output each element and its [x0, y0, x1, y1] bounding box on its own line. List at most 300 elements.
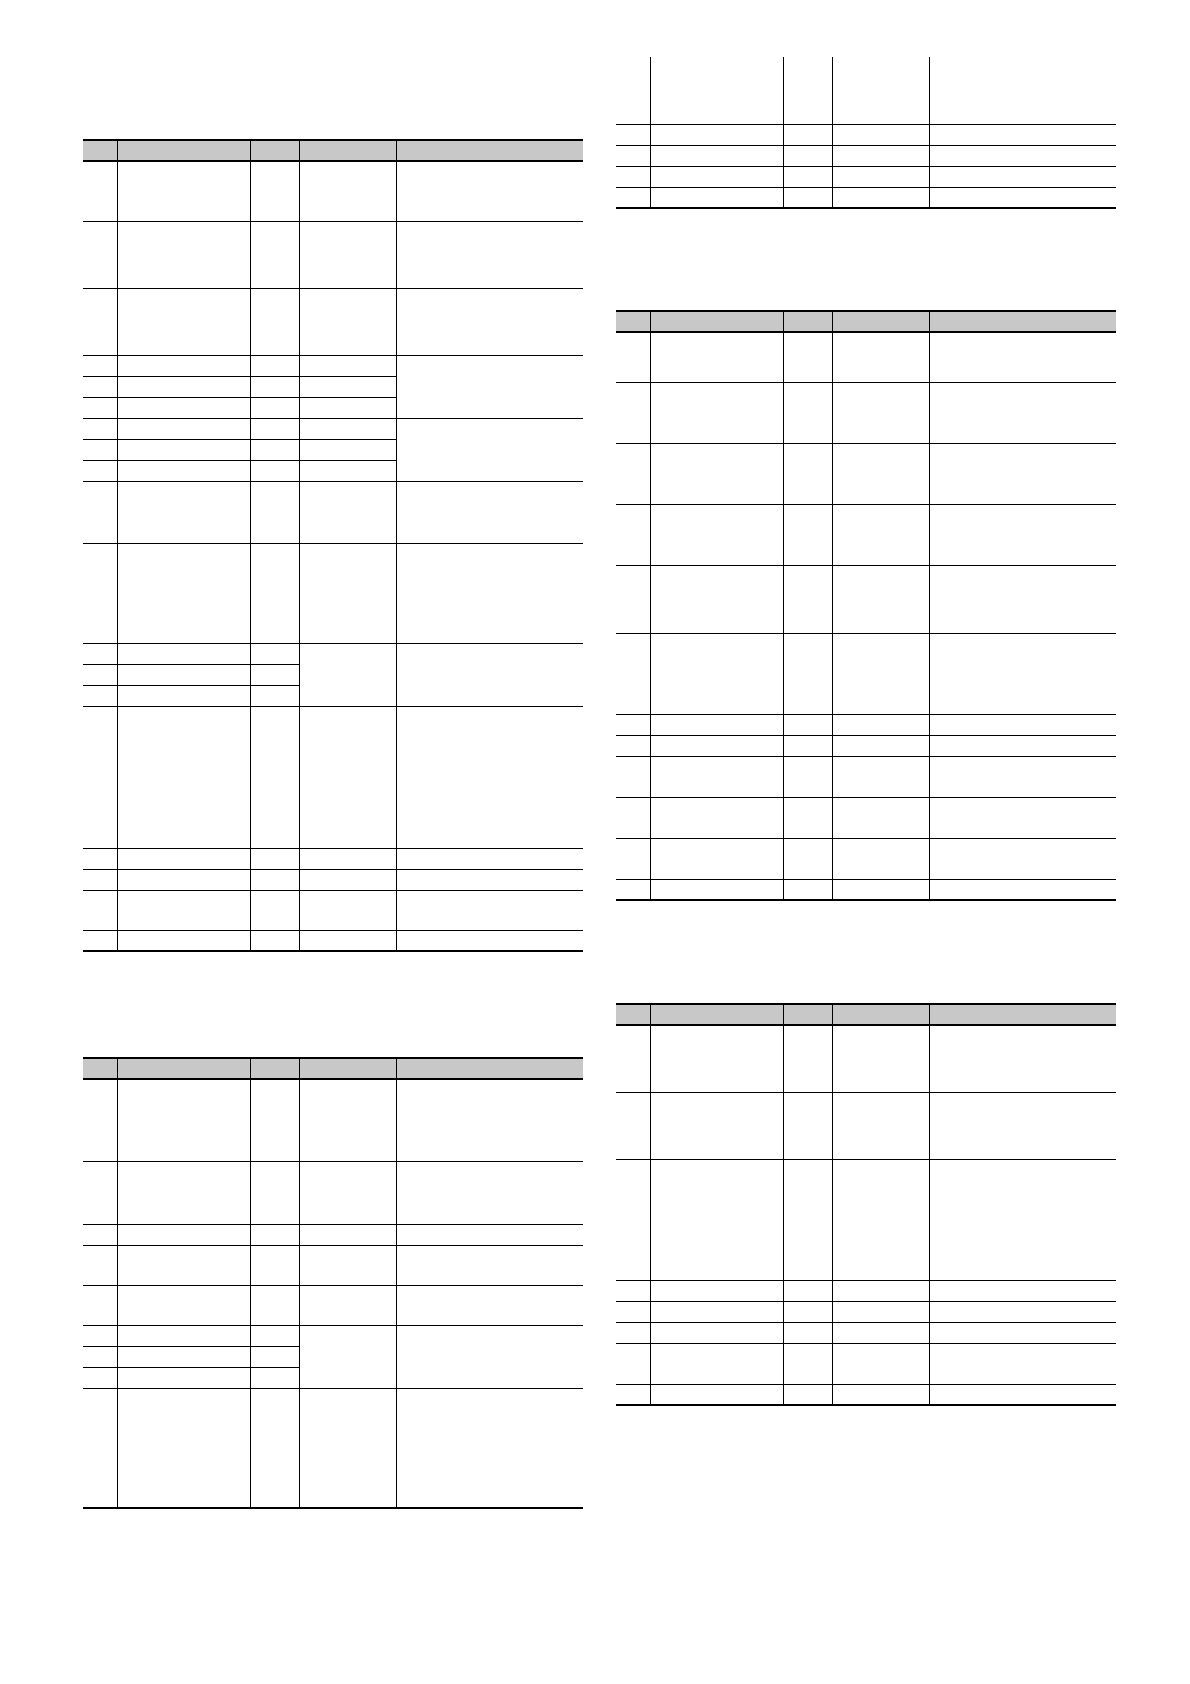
table-cell — [650, 145, 783, 166]
table-row — [83, 890, 583, 930]
table-cell — [783, 565, 832, 633]
table-cell — [117, 890, 250, 930]
header-cell — [650, 311, 783, 332]
table-cell — [83, 848, 117, 869]
table-cell — [783, 838, 832, 879]
table-cell — [83, 664, 117, 685]
table-cell — [396, 848, 583, 869]
table-cell — [616, 1384, 650, 1405]
table-cell — [783, 124, 832, 145]
table-cell — [929, 879, 1116, 900]
table-cell — [299, 543, 396, 643]
table-row — [83, 848, 583, 869]
table-cell — [299, 418, 396, 439]
table-row — [83, 161, 583, 221]
table-cell — [250, 397, 299, 418]
header-cell — [250, 140, 299, 161]
table-cell — [396, 1245, 583, 1285]
table-cell — [117, 460, 250, 481]
table-header-row — [616, 311, 1116, 332]
table-cell — [83, 397, 117, 418]
table-cell — [117, 355, 250, 376]
table-cell — [616, 714, 650, 735]
table-cell — [396, 890, 583, 930]
table-cell — [396, 355, 583, 418]
table-cell — [83, 706, 117, 848]
table-cell — [616, 332, 650, 382]
header-cell — [396, 1058, 583, 1079]
table-cell — [250, 460, 299, 481]
table-row — [616, 332, 1116, 382]
table-cell — [929, 504, 1116, 565]
table-cell — [616, 565, 650, 633]
table-cell — [117, 376, 250, 397]
table-cell — [299, 1245, 396, 1285]
table-cell — [832, 879, 929, 900]
table-cell — [616, 145, 650, 166]
table-row — [616, 124, 1116, 145]
table-cell — [929, 756, 1116, 797]
table-row — [83, 1079, 583, 1161]
table-cell — [250, 1161, 299, 1224]
table-cell — [299, 706, 396, 848]
table-cell — [299, 930, 396, 951]
table-cell — [250, 1079, 299, 1161]
table-cell — [117, 161, 250, 221]
table-cell — [117, 664, 250, 685]
table-cell — [783, 1384, 832, 1405]
table-cell — [299, 848, 396, 869]
table-cell — [783, 187, 832, 208]
table-cell — [832, 332, 929, 382]
table-cell — [250, 161, 299, 221]
table-cell — [783, 443, 832, 504]
table-cell — [83, 481, 117, 543]
table-header-row — [83, 140, 583, 161]
table-cell — [250, 221, 299, 288]
table-cell — [83, 869, 117, 890]
table-cell — [250, 643, 299, 664]
table-cell — [929, 633, 1116, 714]
table-cell — [832, 145, 929, 166]
table-cell — [650, 714, 783, 735]
table-cell — [83, 543, 117, 643]
table-row — [83, 543, 583, 643]
table-cell — [929, 1092, 1116, 1159]
header-cell — [117, 140, 250, 161]
table-row — [83, 930, 583, 951]
table-cell — [250, 439, 299, 460]
table-row — [616, 1322, 1116, 1343]
table-cell — [117, 1161, 250, 1224]
table-cell — [83, 1367, 117, 1388]
table-cell — [250, 706, 299, 848]
table-cell — [783, 1092, 832, 1159]
header-cell — [832, 311, 929, 332]
header-cell — [832, 1004, 929, 1025]
table-cell — [616, 504, 650, 565]
table-cell — [117, 1285, 250, 1325]
table-cell — [396, 1388, 583, 1508]
table-cell — [117, 481, 250, 543]
table-row — [616, 57, 1116, 124]
table-cell — [929, 1384, 1116, 1405]
table-cell — [396, 706, 583, 848]
table-cell — [832, 714, 929, 735]
table-cell — [650, 332, 783, 382]
table-row — [83, 418, 583, 439]
table-cell — [616, 879, 650, 900]
table-row — [616, 714, 1116, 735]
table-cell — [929, 166, 1116, 187]
table-cell — [299, 1325, 396, 1388]
table-cell — [650, 838, 783, 879]
table-cell — [83, 1245, 117, 1285]
table-cell — [250, 1224, 299, 1245]
table-cell — [650, 1322, 783, 1343]
table-row — [83, 1224, 583, 1245]
table-cell — [783, 756, 832, 797]
table-cell — [783, 1280, 832, 1301]
table-cell — [783, 1322, 832, 1343]
table-cell — [117, 1079, 250, 1161]
table-cell — [650, 166, 783, 187]
table-cell — [299, 288, 396, 355]
table-cell — [83, 930, 117, 951]
table-cell — [396, 481, 583, 543]
table-cell — [83, 460, 117, 481]
table-cell — [616, 382, 650, 443]
table-row — [616, 1280, 1116, 1301]
table-cell — [650, 1343, 783, 1384]
table-row — [616, 504, 1116, 565]
table-row — [616, 1092, 1116, 1159]
table-cell — [117, 1388, 250, 1508]
table-cell — [83, 439, 117, 460]
table-row — [83, 706, 583, 848]
header-cell — [929, 311, 1116, 332]
table-cell — [396, 418, 583, 481]
table-row — [616, 187, 1116, 208]
table-row — [83, 1245, 583, 1285]
table-cell — [832, 166, 929, 187]
table-cell — [650, 187, 783, 208]
table-cell — [396, 1079, 583, 1161]
table-header-row — [616, 1004, 1116, 1025]
table-cell — [616, 756, 650, 797]
table-cell — [929, 714, 1116, 735]
header-cell — [929, 1004, 1116, 1025]
table-cell — [250, 1325, 299, 1346]
table-cell — [832, 124, 929, 145]
table-cell — [616, 443, 650, 504]
table-cell — [783, 1343, 832, 1384]
table-cell — [832, 57, 929, 124]
table-cell — [832, 1092, 929, 1159]
table-cell — [832, 735, 929, 756]
table-cell — [616, 838, 650, 879]
table-cell — [250, 869, 299, 890]
table-cell — [83, 1285, 117, 1325]
table-cell — [783, 332, 832, 382]
table-cell — [929, 124, 1116, 145]
table-cell — [83, 685, 117, 706]
table-cell — [650, 1025, 783, 1092]
table-cell — [396, 288, 583, 355]
table-row — [616, 1384, 1116, 1405]
table-cell — [616, 124, 650, 145]
table-cell — [83, 1161, 117, 1224]
table-cell — [117, 1346, 250, 1367]
table-cell — [616, 1343, 650, 1384]
table-cell — [783, 166, 832, 187]
table-cell — [250, 418, 299, 439]
table-cell — [929, 1280, 1116, 1301]
table-cell — [650, 735, 783, 756]
table-cell — [650, 1159, 783, 1280]
header-cell — [83, 1058, 117, 1079]
table-row — [83, 1388, 583, 1508]
table-cell — [396, 1285, 583, 1325]
table-cell — [117, 1245, 250, 1285]
header-cell — [396, 140, 583, 161]
header-cell — [299, 140, 396, 161]
header-cell — [616, 1004, 650, 1025]
table-row — [616, 1301, 1116, 1322]
table-row — [616, 735, 1116, 756]
table-cell — [250, 481, 299, 543]
right-table-1-continued — [616, 57, 1116, 209]
table-cell — [83, 1079, 117, 1161]
table-cell — [616, 735, 650, 756]
table-cell — [299, 481, 396, 543]
table-cell — [832, 838, 929, 879]
table-row — [83, 221, 583, 288]
table-cell — [616, 187, 650, 208]
table-cell — [299, 869, 396, 890]
table-cell — [117, 930, 250, 951]
table-cell — [783, 879, 832, 900]
table-cell — [299, 460, 396, 481]
table-cell — [929, 1343, 1116, 1384]
table-cell — [929, 565, 1116, 633]
header-cell — [616, 311, 650, 332]
table-cell — [250, 848, 299, 869]
table-cell — [250, 664, 299, 685]
table-header-row — [83, 1058, 583, 1079]
table-cell — [929, 797, 1116, 838]
table-cell — [783, 1301, 832, 1322]
table-cell — [117, 1367, 250, 1388]
table-cell — [650, 1280, 783, 1301]
table-cell — [929, 735, 1116, 756]
table-cell — [929, 1159, 1116, 1280]
table-cell — [83, 288, 117, 355]
table-row — [83, 355, 583, 376]
table-row — [83, 643, 583, 664]
table-cell — [83, 221, 117, 288]
table-cell — [929, 145, 1116, 166]
table-row — [616, 756, 1116, 797]
table-cell — [650, 1384, 783, 1405]
table-cell — [83, 355, 117, 376]
table-row — [616, 1159, 1116, 1280]
table-cell — [83, 161, 117, 221]
table-cell — [929, 838, 1116, 879]
table-cell — [117, 221, 250, 288]
table-row — [83, 869, 583, 890]
table-cell — [83, 1224, 117, 1245]
table-cell — [83, 1388, 117, 1508]
table-cell — [117, 848, 250, 869]
table-cell — [832, 1322, 929, 1343]
table-cell — [250, 685, 299, 706]
table-row — [616, 145, 1116, 166]
table-cell — [616, 1301, 650, 1322]
table-cell — [832, 504, 929, 565]
table-cell — [299, 1161, 396, 1224]
table-row — [83, 288, 583, 355]
table-row — [616, 797, 1116, 838]
table-row — [616, 382, 1116, 443]
table-cell — [117, 418, 250, 439]
table-cell — [616, 1092, 650, 1159]
table-cell — [299, 221, 396, 288]
table-cell — [616, 57, 650, 124]
table-cell — [783, 145, 832, 166]
table-cell — [832, 797, 929, 838]
table-cell — [299, 643, 396, 706]
table-cell — [250, 1388, 299, 1508]
right-table-2 — [616, 310, 1116, 901]
table-cell — [299, 1388, 396, 1508]
table-row — [83, 1325, 583, 1346]
table-cell — [650, 382, 783, 443]
table-cell — [117, 643, 250, 664]
table-row — [616, 633, 1116, 714]
table-row — [616, 1025, 1116, 1092]
table-cell — [832, 1025, 929, 1092]
header-cell — [299, 1058, 396, 1079]
table-row — [83, 1285, 583, 1325]
table-cell — [299, 890, 396, 930]
table-cell — [650, 565, 783, 633]
table-cell — [83, 890, 117, 930]
table-cell — [396, 1224, 583, 1245]
header-cell — [250, 1058, 299, 1079]
left-table-1 — [83, 139, 583, 952]
table-cell — [250, 543, 299, 643]
table-cell — [783, 633, 832, 714]
table-cell — [250, 355, 299, 376]
table-cell — [832, 756, 929, 797]
table-cell — [250, 288, 299, 355]
table-cell — [616, 1159, 650, 1280]
header-cell — [83, 140, 117, 161]
table-cell — [832, 1280, 929, 1301]
header-cell — [117, 1058, 250, 1079]
table-cell — [117, 1224, 250, 1245]
table-cell — [650, 1301, 783, 1322]
table-cell — [929, 332, 1116, 382]
table-cell — [832, 1384, 929, 1405]
table-cell — [299, 439, 396, 460]
table-cell — [117, 288, 250, 355]
table-cell — [616, 1322, 650, 1343]
table-cell — [929, 1301, 1116, 1322]
table-cell — [616, 1280, 650, 1301]
table-cell — [396, 869, 583, 890]
table-cell — [396, 1325, 583, 1388]
table-cell — [250, 930, 299, 951]
table-cell — [250, 1367, 299, 1388]
table-cell — [832, 633, 929, 714]
table-cell — [117, 397, 250, 418]
table-cell — [250, 376, 299, 397]
table-cell — [616, 633, 650, 714]
table-cell — [117, 706, 250, 848]
table-cell — [650, 57, 783, 124]
table-cell — [783, 1159, 832, 1280]
table-cell — [783, 1025, 832, 1092]
header-cell — [650, 1004, 783, 1025]
table-cell — [250, 1245, 299, 1285]
table-row — [616, 565, 1116, 633]
table-cell — [83, 1346, 117, 1367]
table-cell — [299, 1079, 396, 1161]
table-cell — [650, 797, 783, 838]
table-row — [616, 443, 1116, 504]
table-cell — [83, 1325, 117, 1346]
table-cell — [396, 643, 583, 706]
table-cell — [783, 57, 832, 124]
table-cell — [832, 382, 929, 443]
table-cell — [650, 633, 783, 714]
table-cell — [650, 879, 783, 900]
table-cell — [783, 504, 832, 565]
table-cell — [83, 418, 117, 439]
table-cell — [929, 1025, 1116, 1092]
table-cell — [299, 1224, 396, 1245]
table-cell — [832, 1343, 929, 1384]
table-cell — [117, 543, 250, 643]
table-cell — [117, 439, 250, 460]
header-cell — [783, 1004, 832, 1025]
right-table-3 — [616, 1003, 1116, 1406]
table-cell — [783, 382, 832, 443]
table-cell — [783, 797, 832, 838]
table-cell — [396, 161, 583, 221]
table-cell — [396, 1161, 583, 1224]
table-cell — [832, 443, 929, 504]
table-cell — [929, 57, 1116, 124]
table-cell — [250, 890, 299, 930]
table-row — [616, 879, 1116, 900]
table-cell — [396, 543, 583, 643]
table-cell — [650, 756, 783, 797]
table-row — [616, 838, 1116, 879]
table-cell — [832, 565, 929, 633]
table-cell — [616, 797, 650, 838]
table-cell — [250, 1346, 299, 1367]
table-cell — [650, 504, 783, 565]
table-cell — [929, 443, 1116, 504]
table-cell — [832, 187, 929, 208]
table-cell — [117, 685, 250, 706]
table-cell — [832, 1159, 929, 1280]
header-cell — [783, 311, 832, 332]
table-cell — [299, 376, 396, 397]
